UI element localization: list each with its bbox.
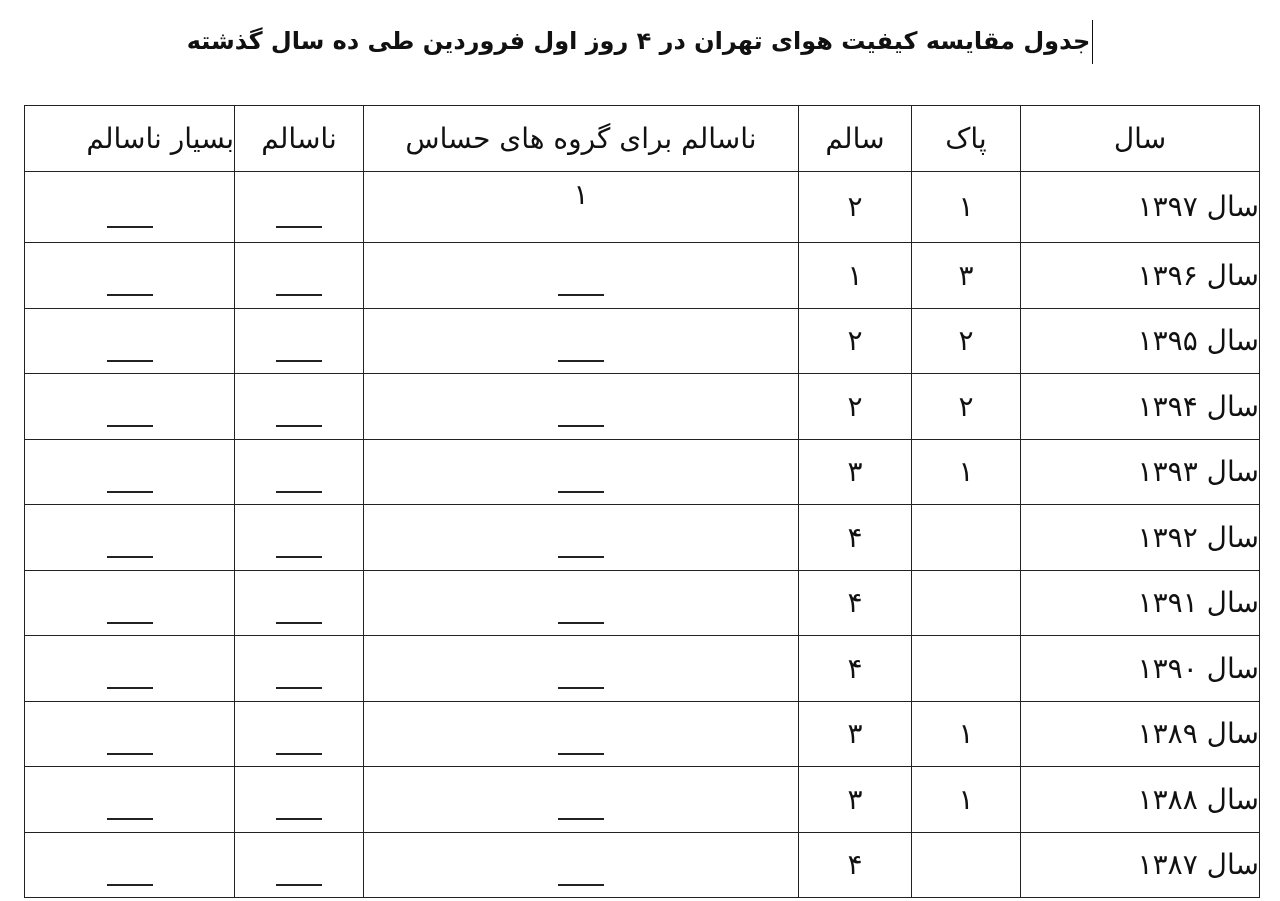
very-unhealthy-cell — [25, 243, 235, 309]
year-cell: سال ۱۳۹۶ — [1021, 243, 1260, 309]
empty-dash — [107, 294, 153, 296]
unhealthy-cell — [235, 505, 364, 571]
clean-cell — [912, 636, 1021, 702]
header-unhealthy: ناسالم — [235, 106, 364, 172]
very-unhealthy-cell — [25, 767, 235, 833]
empty-dash — [558, 818, 604, 820]
empty-dash — [558, 622, 604, 624]
header-year: سال — [1021, 106, 1260, 172]
header-healthy: سالم — [799, 106, 912, 172]
unhealthy-cell — [235, 832, 364, 898]
healthy-cell: ۴ — [799, 570, 912, 636]
header-clean: پاک — [912, 106, 1021, 172]
empty-dash — [558, 556, 604, 558]
header-row — [25, 106, 1260, 172]
empty-dash — [107, 818, 153, 820]
healthy-cell: ۲ — [799, 171, 912, 243]
unhealthy-cell — [235, 439, 364, 505]
year-cell: سال ۱۳۹۰ — [1021, 636, 1260, 702]
clean-cell: ۳ — [912, 243, 1021, 309]
empty-dash — [276, 294, 322, 296]
empty-dash — [558, 687, 604, 689]
year-cell: سال ۱۳۹۱ — [1021, 570, 1260, 636]
empty-dash — [276, 753, 322, 755]
clean-cell: ۱ — [912, 171, 1021, 243]
very-unhealthy-cell — [25, 439, 235, 505]
sensitive-cell — [364, 439, 799, 505]
unhealthy-cell — [235, 701, 364, 767]
year-cell: سال ۱۳۹۷ — [1021, 171, 1260, 243]
empty-dash — [276, 360, 322, 362]
empty-dash — [107, 753, 153, 755]
sensitive-cell — [364, 505, 799, 571]
very-unhealthy-cell — [25, 171, 235, 243]
empty-dash — [107, 687, 153, 689]
very-unhealthy-cell — [25, 636, 235, 702]
empty-dash — [276, 556, 322, 558]
clean-cell: ۲ — [912, 374, 1021, 440]
sensitive-cell — [364, 832, 799, 898]
empty-dash — [276, 687, 322, 689]
empty-dash — [276, 818, 322, 820]
year-cell: سال ۱۳۹۵ — [1021, 308, 1260, 374]
healthy-cell: ۴ — [799, 832, 912, 898]
sensitive-cell — [364, 570, 799, 636]
year-cell: سال ۱۳۸۹ — [1021, 701, 1260, 767]
healthy-cell: ۳ — [799, 767, 912, 833]
clean-cell: ۲ — [912, 308, 1021, 374]
empty-dash — [107, 556, 153, 558]
empty-dash — [558, 753, 604, 755]
table-row — [25, 505, 1260, 571]
table-row — [25, 374, 1260, 440]
table-row — [25, 439, 1260, 505]
header-very-unhealthy: بسیار ناسالم — [25, 106, 235, 172]
healthy-cell: ۲ — [799, 374, 912, 440]
empty-dash — [107, 226, 153, 228]
table-row — [25, 636, 1260, 702]
empty-dash — [107, 360, 153, 362]
unhealthy-cell — [235, 767, 364, 833]
table-row — [25, 171, 1260, 243]
empty-dash — [276, 226, 322, 228]
clean-cell: ۱ — [912, 701, 1021, 767]
healthy-cell: ۳ — [799, 439, 912, 505]
text-cursor — [1092, 20, 1093, 64]
table-row — [25, 570, 1260, 636]
empty-dash — [276, 425, 322, 427]
unhealthy-cell — [235, 171, 364, 243]
very-unhealthy-cell — [25, 701, 235, 767]
healthy-cell: ۲ — [799, 308, 912, 374]
empty-dash — [107, 491, 153, 493]
very-unhealthy-cell — [25, 570, 235, 636]
air-quality-table — [24, 105, 1260, 898]
empty-dash — [558, 884, 604, 886]
clean-cell: ۱ — [912, 439, 1021, 505]
clean-cell — [912, 505, 1021, 571]
empty-dash — [107, 884, 153, 886]
sensitive-cell — [364, 308, 799, 374]
unhealthy-cell — [235, 243, 364, 309]
very-unhealthy-cell — [25, 832, 235, 898]
unhealthy-cell — [235, 636, 364, 702]
sensitive-cell — [364, 767, 799, 833]
empty-dash — [276, 622, 322, 624]
empty-dash — [107, 425, 153, 427]
header-sensitive-groups: ناسالم برای گروه های حساس — [364, 106, 799, 172]
year-cell: سال ۱۳۸۷ — [1021, 832, 1260, 898]
unhealthy-cell — [235, 308, 364, 374]
very-unhealthy-cell — [25, 308, 235, 374]
clean-cell — [912, 832, 1021, 898]
table-row — [25, 767, 1260, 833]
table-row — [25, 243, 1260, 309]
sensitive-cell: ۱ — [364, 171, 799, 243]
healthy-cell: ۳ — [799, 701, 912, 767]
empty-dash — [276, 884, 322, 886]
empty-dash — [558, 491, 604, 493]
sensitive-cell — [364, 636, 799, 702]
empty-dash — [558, 425, 604, 427]
table-row — [25, 308, 1260, 374]
empty-dash — [558, 360, 604, 362]
year-cell: سال ۱۳۹۴ — [1021, 374, 1260, 440]
year-cell: سال ۱۳۹۲ — [1021, 505, 1260, 571]
empty-dash — [558, 294, 604, 296]
sensitive-cell — [364, 374, 799, 440]
healthy-cell: ۴ — [799, 505, 912, 571]
very-unhealthy-cell — [25, 374, 235, 440]
healthy-cell: ۱ — [799, 243, 912, 309]
empty-dash — [107, 622, 153, 624]
title-text: جدول مقایسه کیفیت هوای تهران در ۴ روز اول فروردین طی ده سال گذشته — [186, 27, 1091, 55]
healthy-cell: ۴ — [799, 636, 912, 702]
clean-cell: ۱ — [912, 767, 1021, 833]
clean-cell — [912, 570, 1021, 636]
empty-dash — [276, 491, 322, 493]
unhealthy-cell — [235, 570, 364, 636]
table-row — [25, 701, 1260, 767]
unhealthy-cell — [235, 374, 364, 440]
year-cell: سال ۱۳۹۳ — [1021, 439, 1260, 505]
document-title — [0, 20, 1280, 64]
table-row — [25, 832, 1260, 898]
year-cell: سال ۱۳۸۸ — [1021, 767, 1260, 833]
sensitive-cell — [364, 243, 799, 309]
very-unhealthy-cell — [25, 505, 235, 571]
sensitive-cell — [364, 701, 799, 767]
